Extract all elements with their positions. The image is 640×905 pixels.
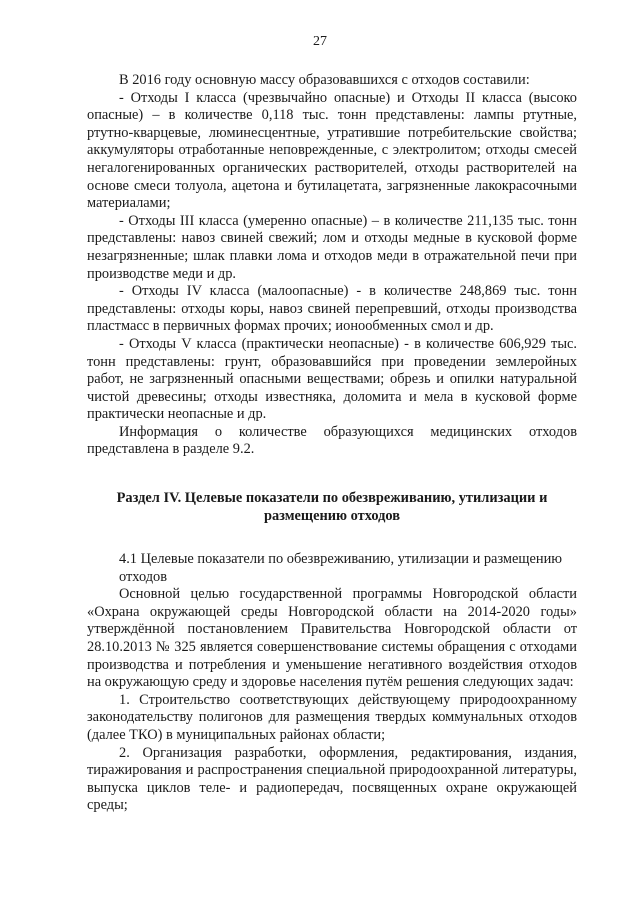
spacer — [87, 525, 577, 551]
subsection-heading: 4.1 Целевые показатели по обезвреживанию, утилизации и размещению — [119, 551, 563, 568]
waste-intro: В 2016 году основную массу образовавшихся с отходов составили: — [119, 72, 530, 88]
waste-class-3: - Отходы III класса (умеренно опасные) – в количестве 211,135 тыс. тонн представлены: навоз свиней свежий; лом и отходы медные в кусковой форме незагрязненные; шлак плавки лома и отходов меди в отражательной печи при производстве меди и др. — [87, 212, 577, 282]
waste-class-5: - Отходы V класса (практически неопасные) - в количестве 606,929 тыс. тонн представлены: грунт, образовавшийся при проведении землеройных работ, не загрязненный опасными веществами; обрезь и опилки натуральной чистой древесины; отходы известняка, доломита и мела в кусковой форме практически неопасные и др. — [87, 335, 577, 423]
section-title: Раздел IV. Целевые показатели по обезвреживанию, утилизации и размещению отходов — [116, 490, 548, 525]
waste-class-1-2: - Отходы I класса (чрезвычайно опасные) и Отходы II класса (высоко опасные) – в количестве 0,118 тыс. тонн представлены: лампы ртутные, ртутно-кварцевые, люминесцентные, утратившие потребительские свойства; аккумуляторы отработанные неповрежденные, с электролитом; отходы смесей негалогенированных органических растворителей, отходы растворителей на основе смеси толуола, ацетона и бутилацетата, загрязненные лакокрасочными материалами; — [87, 89, 577, 212]
document-body — [87, 72, 577, 815]
subsection-heading-continued: отходов — [119, 568, 168, 585]
task-2: 2. Организация разработки, оформления, редактирования, издания, тиражирования и распространения специальной природоохранной литературы, выпуска циклов теле- и радиопередач, посвященных охране окружающей среды; — [87, 744, 577, 814]
medical-waste-info: Информация о количестве образующихся медицинских отходов представлена в разделе 9.2. — [87, 423, 577, 458]
spacer — [87, 459, 577, 489]
waste-class-4: - Отходы IV класса (малоопасные) - в количестве 248,869 тыс. тонн представлены: отходы коры, навоз свиней перепревший, отходы производства пластмасс в первичных формах прочих; ионообменных смол и др. — [87, 283, 577, 335]
task-1: 1. Строительство соответствующих действующему природоохранному законодательству полигонов для размещения твердых коммунальных отходов (далее ТКО) в муниципальных районах области; — [87, 691, 577, 743]
program-goal: Основной целью государственной программы Новгородской области «Охрана окружающей среды Новгородской области на 2014-2020 годы» утверждённой постановлением Правительства Новгородской области от 28.10.2013 № 325 является совершенствование системы обращения с отходами производства и потребления и уменьшение негативного воздействия отходов на окружающую среду и здоровье населения путём решения следующих задач: — [87, 586, 577, 691]
page-number: 27 — [313, 34, 327, 49]
